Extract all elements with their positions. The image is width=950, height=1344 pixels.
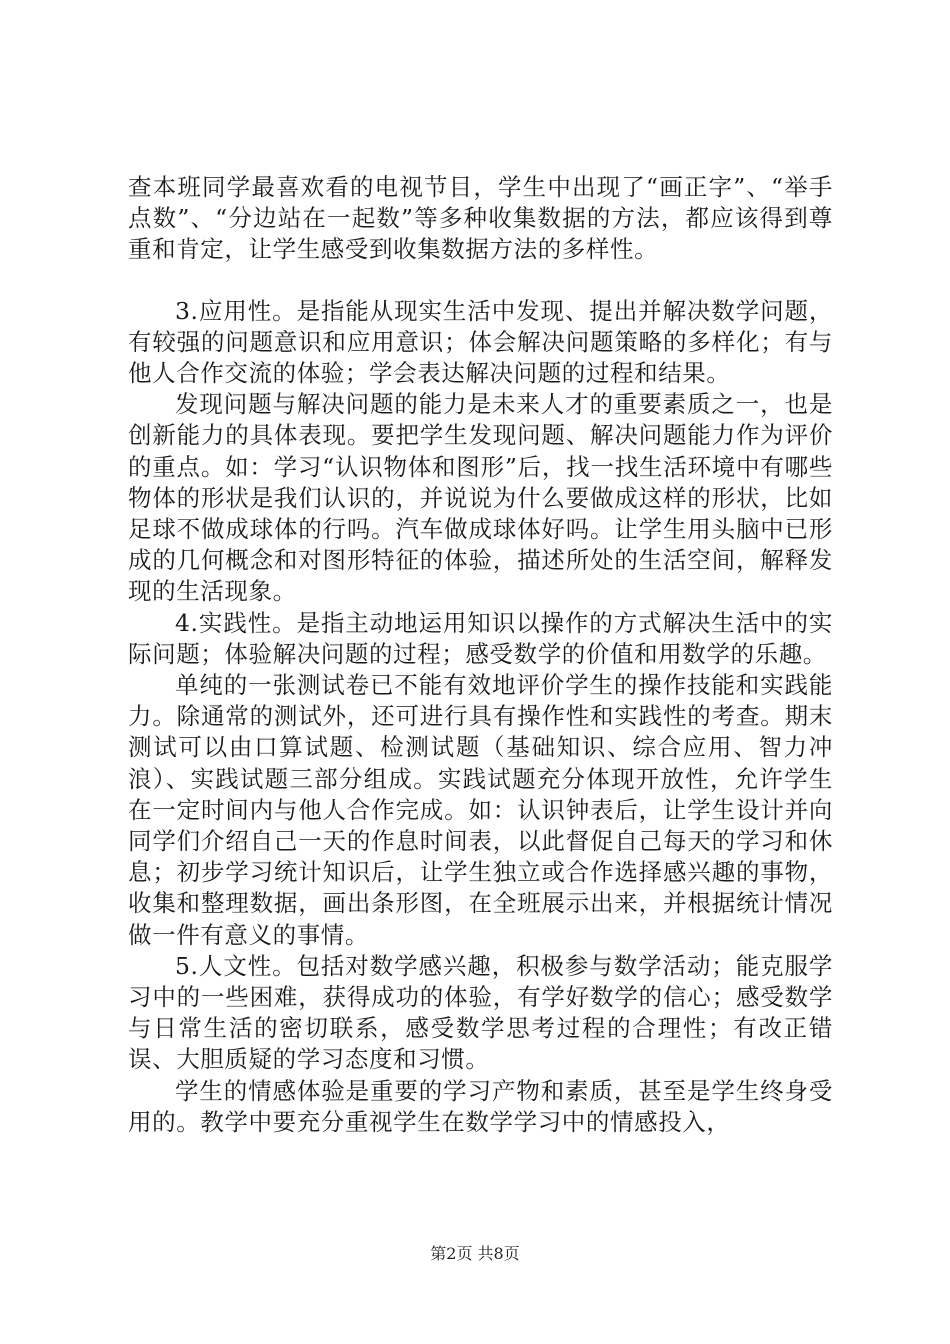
paragraph-problem-solving: 发现问题与解决问题的能力是未来人才的重要素质之一，也是创新能力的具体表现。要把学生发现问题、解决问题能力作为评价的重点。如：学习“认识物体和图形”后，找一找生活环境中有哪些物体的形状是我们认识的，并说说为什么要做成这样的形状，比如足球不做成球体的行吗。汽车做成球体好吗。让学生用头脑中已形成的几何概念和对图形特征的体验，描述所处的生活空间，解释发现的生活现象。 (128, 390, 833, 606)
paragraph-emotional-experience: 学生的情感体验是重要的学习产物和素质，甚至是学生终身受用的。教学中要充分重视学生在数学学习中的情感投入， (128, 1076, 833, 1136)
paragraph-applicability: 3.应用性。是指能从现实生活中发现、提出并解决数学问题，有较强的问题意识和应用意识；体会解决问题策略的多样化；有与他人合作交流的体验；学会表达解决问题的过程和结果。 (128, 296, 833, 388)
page-number-footer: 第2页 共8页 (430, 1244, 520, 1263)
paragraph-humanistic: 5.人文性。包括对数学感兴趣，积极参与数学活动；能克服学习中的一些困难，获得成功的体验，有学好数学的信心；感受数学与日常生活的密切联系，感受数学思考过程的合理性；有改正错误、大胆质疑的学习态度和习惯。 (128, 951, 833, 1074)
paragraph-testing: 单纯的一张测试卷已不能有效地评价学生的操作技能和实践能力。除通常的测试外，还可进行具有操作性和实践性的考查。期末测试可以由口算试题、检测试题（基础知识、综合应用、智力冲浪）、实践试题三部分组成。实践试题充分体现开放性，允许学生在一定时间内与他人合作完成。如：认识钟表后，让学生设计并向同学们介绍自己一天的作息时间表，以此督促自己每天的学习和休息；初步学习统计知识后，让学生独立或合作选择感兴趣的事物，收集和整理数据，画出条形图，在全班展示出来，并根据统计情况做一件有意义的事情。 (128, 671, 833, 949)
paragraph-practicality: 4.实践性。是指主动地运用知识以操作的方式解决生活中的实际问题；体验解决问题的过程；感受数学的价值和用数学的乐趣。 (128, 608, 833, 668)
paragraph-continuation: 查本班同学最喜欢看的电视节目，学生中出现了“画正字”、“举手点数”、“分边站在一起数”等多种收集数据的方法，都应该得到尊重和肯定，让学生感受到收集数据方法的多样性。 (128, 173, 833, 264)
document-body (128, 172, 833, 1138)
